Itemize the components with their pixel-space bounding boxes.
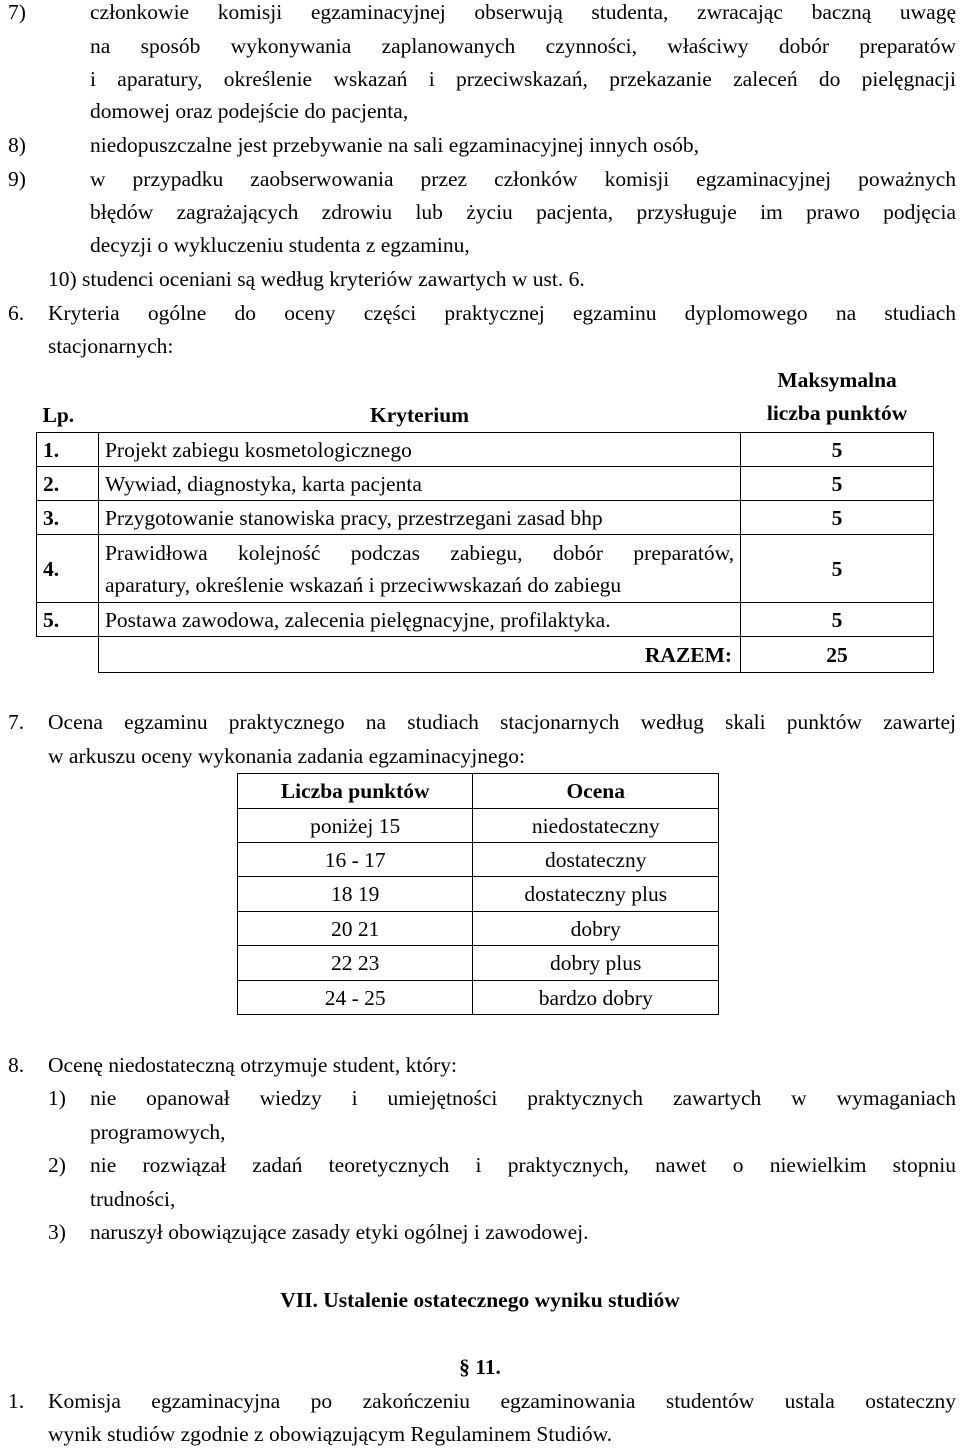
section-number: 7. [8,710,25,734]
list-number: 1) [48,1086,66,1110]
points-cell: 20 21 [238,912,473,946]
list-number: 9) [8,167,26,191]
grade-cell: dobry [473,912,719,946]
table-row [238,946,719,981]
table-total-row [37,637,934,673]
points-cell: 22 23 [238,946,473,981]
row-points: 5 [741,535,934,603]
paragraph-line: członkowie komisji egzaminacyjnej obserwują studenta, zwracając baczną uwagę [90,0,956,24]
paragraph-symbol-heading: § 11. [459,1355,501,1379]
paragraph-line: programowych, [90,1120,226,1144]
points-cell: 24 - 25 [238,981,473,1015]
list-number: 7) [8,0,26,24]
paragraph-line: domowej oraz podejście do pacjenta, [90,99,409,123]
total-label: RAZEM: [98,637,740,673]
table-row [238,843,719,877]
points-cell: poniżej 15 [238,809,473,843]
row-lp: 5. [37,603,99,637]
row-points: 5 [741,603,934,637]
table-row [238,981,719,1015]
row-lp: 1. [37,433,99,467]
table-header-row [37,364,934,433]
list-number: 3) [48,1220,66,1244]
row-criterion-line2: aparatury, określenie wskazań i przeciwwskazań do zabiegu [104,572,622,597]
header-max-line2: liczba punktów [766,401,908,425]
paragraph-line: nie opanował wiedzy i umiejętności praktycznych zawartych w wymaganiach [90,1086,956,1110]
header-criterion: Kryterium [369,403,470,427]
table-row [238,809,719,843]
paragraph-line: na sposób wykonywania zaplanowanych czynności, właściwy dobór preparatów [90,34,956,58]
points-cell: 16 - 17 [238,843,473,877]
paragraph-line: Ocenę niedostateczną otrzymuje student, który: [48,1053,457,1077]
paragraph-line: Kryteria ogólne do oceny części praktycznej egzaminu dyplomowego na studiach [48,301,956,325]
paragraph-line: błędów zagrażających zdrowiu lub życiu pacjenta, przysługuje im prawo podjęcia [90,200,956,224]
section-number: 8. [8,1053,25,1077]
row-lp: 3. [37,501,99,535]
paragraph-line: niedopuszczalne jest przebywanie na sali egzaminacyjnej innych osób, [90,133,699,157]
list-number: 8) [8,133,26,157]
header-lp: Lp. [42,403,75,427]
grade-cell: niedostateczny [473,809,719,843]
grade-cell: dostateczny plus [473,877,719,912]
paragraph-line: w przypadku zaobserwowania przez członków komisji egzaminacyjnej poważnych [90,167,956,191]
header-points: Liczba punktów [238,774,473,809]
header-grade: Ocena [473,774,719,809]
row-points: 5 [741,501,934,535]
table-row [37,433,934,467]
paragraph-line: nie rozwiązał zadań teoretycznych i praktycznych, nawet o niewielkim stopniu [90,1153,956,1177]
row-criterion: Postawa zawodowa, zalecenia pielęgnacyjne, profilaktyka. [98,603,740,637]
paragraph-line: w arkuszu oceny wykonania zadania egzaminacyjnego: [48,744,525,768]
row-criterion: Przygotowanie stanowiska pracy, przestrzegani zasad bhp [98,501,740,535]
table-row [37,501,934,535]
section-heading: VII. Ustalenie ostatecznego wyniku studiów [280,1288,680,1312]
table-row [238,912,719,946]
points-cell: 18 19 [238,877,473,912]
grade-cell: dostateczny [473,843,719,877]
header-max-line1: Maksymalna [777,368,897,392]
paragraph-line: 10) studenci oceniani są według kryteriów zawartych w ust. 6. [48,267,585,291]
row-criterion [98,535,740,603]
paragraph-line: stacjonarnych: [48,334,174,358]
header-max-points [741,364,934,433]
row-lp: 2. [37,467,99,501]
row-criterion: Wywiad, diagnostyka, karta pacjenta [98,467,740,501]
row-lp: 4. [37,535,99,603]
table-row [37,603,934,637]
row-points: 5 [741,467,934,501]
grade-cell: dobry plus [473,946,719,981]
paragraph-line: trudności, [90,1187,176,1211]
row-criterion: Projekt zabiegu kosmetologicznego [98,433,740,467]
paragraph-line: Komisja egzaminacyjna po zakończeniu egzaminowania studentów ustala ostateczny [48,1389,956,1413]
table-row [238,877,719,912]
grades-table [237,773,719,1015]
paragraph-line: i aparatury, określenie wskazań i przeciwskazań, przekazanie zaleceń do pielęgnacji [90,67,956,91]
section-number: 1. [8,1389,25,1413]
section-number: 6. [8,301,25,325]
criteria-table [36,364,934,673]
row-points: 5 [741,433,934,467]
grade-cell: bardzo dobry [473,981,719,1015]
paragraph-line: decyzji o wykluczeniu studenta z egzaminu, [90,233,470,257]
paragraph-line: naruszył obowiązujące zasady etyki ogólnej i zawodowej. [90,1220,589,1244]
table-row [37,535,934,603]
table-header-row [238,774,719,809]
total-value: 25 [741,637,934,673]
row-criterion-line1: Prawidłowa kolejność podczas zabiegu, dobór preparatów, [104,540,735,565]
paragraph-line: Ocena egzaminu praktycznego na studiach stacjonarnych według skali punktów zawartej [48,710,956,734]
paragraph-line: wynik studiów zgodnie z obowiązującym Regulaminem Studiów. [48,1422,613,1446]
list-number: 2) [48,1153,66,1177]
table-row [37,467,934,501]
